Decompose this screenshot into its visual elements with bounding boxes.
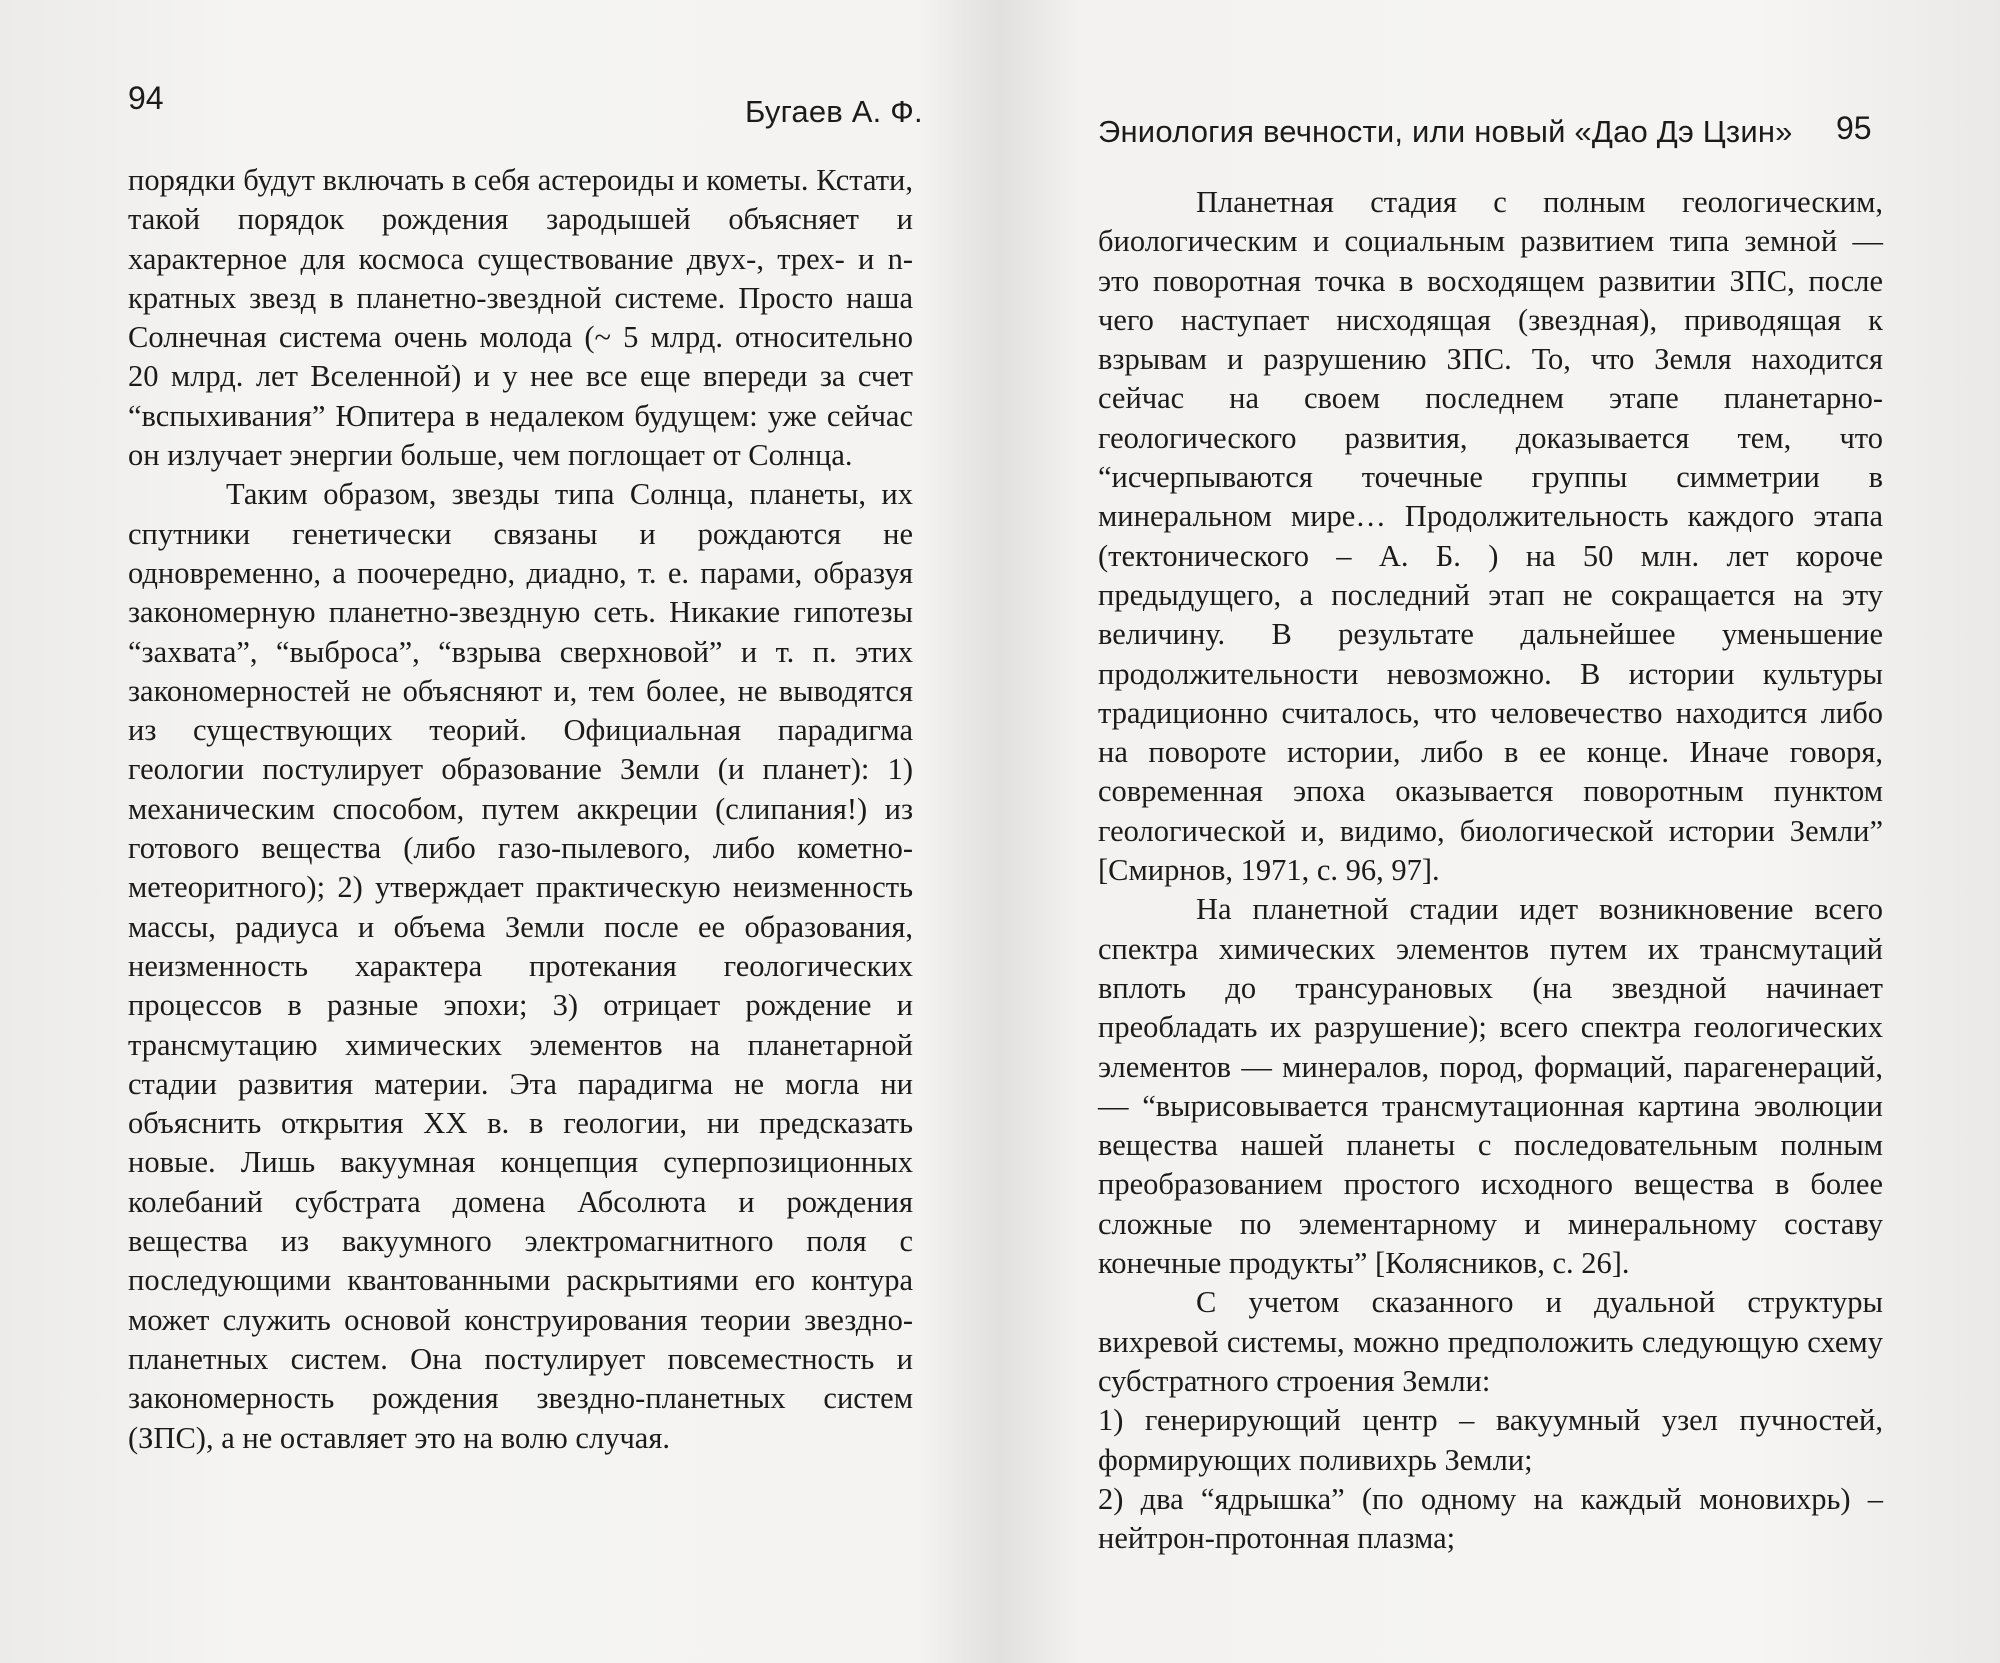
left-body-text: [128, 161, 913, 1458]
right-page: [1000, 0, 2000, 1663]
right-body-text: [1098, 183, 1883, 1558]
list-item: 2) два “ядрышка” (по одному на каждый моновихрь) – нейтрон-протонная плазма;: [1098, 1481, 1883, 1556]
running-head-author: Бугаев А. Ф.: [745, 94, 923, 129]
paragraph: Таким образом, звезды типа Солнца, планеты, их спутники генетически связаны и рождаются не одновременно, а поочередно, диадно, т. е. парами, образуя закономерную планетно-звездную сеть. Никакие гипотезы “захвата”, “выброса”, “взрыва сверхновой” и т. п. этих закономерностей не объясняют и, тем более, не выводятся из существующих теорий. Официальная парадигма геологии постулирует образование Земли (и планет): 1) механическим способом, путем аккреции (слипания!) из готового вещества (либо газо-пылевого, либо кометно-метеоритного); 2) утверждает практическую неизменность массы, радиуса и объема Земли после ее образования, неизменность характера протекания геологических процессов в разные эпохи; 3) отрицает рождение и трансмутацию химических элементов на планетарной стадии развития материи. Эта парадигма не могла ни объяснить открытия XX в. в геологии, ни предсказать новые. Лишь вакуумная концепция суперпозиционных колебаний субстрата домена Абсолюта и рождения вещества из вакуумного электромагнитного поля с последующими квантованными раскрытиями его контура может служить основой конструирования теории звездно-планетных систем. Она постулирует повсеместность и закономерность рождения звездно-планетных систем (ЗПС), а не оставляет это на волю случая.: [128, 477, 913, 1455]
paragraph: порядки будут включать в себя астероиды и кометы. Кстати, такой порядок рождения зародышей объясняет и характерное для космоса существование двух-, трех- и n-кратных звезд в планетно-звездной системе. Просто наша Солнечная система очень молода (~ 5 млрд. относительно 20 млрд. лет Вселенной) и у нее все еще впереди за счет “вспыхивания” Юпитера в недалеком будущем: уже сейчас он излучает энергии больше, чем поглощает от Солнца.: [128, 163, 913, 473]
paragraph: Планетная стадия с полным геологическим, биологическим и социальным развитием типа земной — это поворотная точка в восходящем развитии ЗПС, после чего наступает нисходящая (звездная), приводящая к взрывам и разрушению ЗПС. То, что Земля находится сейчас на своем последнем этапе планетарно-геологического развития, доказывается тем, что “исчерпываются точечные группы симметрии в минеральном мире… Продолжительность каждого этапа (тектонического – А. Б. ) на 50 млн. лет короче предыдущего, а последний этап не сокращается на эту величину. В результате дальнейшее уменьшение продолжительности невозможно. В истории культуры традиционно считалось, что человечество находится либо на повороте истории, либо в ее конце. Иначе говоря, современная эпоха оказывается поворотным пунктом геологической и, видимо, биологической истории Земли” [Смирнов, 1971, с. 96, 97].: [1098, 185, 1883, 888]
page-number: 94: [128, 80, 164, 116]
list-item: 1) генерирующий центр – вакуумный узел пучностей, формирующих поливихрь Земли;: [1098, 1403, 1883, 1477]
paragraph: С учетом сказанного и дуальной структуры вихревой системы, можно предположить следующую схему субстратного строения Земли:: [1098, 1285, 1883, 1398]
running-head-title: Эниология вечности, или новый «Дао Дэ Цзин»: [1098, 114, 1793, 149]
page-number: 95: [1836, 110, 1872, 146]
paragraph: На планетной стадии идет возникновение всего спектра химических элементов путем их трансмутаций вплоть до трансурановых (на звездной начинает преобладать их разрушение); всего спектра геологических элементов — минералов, пород, формаций, парагенераций, — “вырисовывается трансмутационная картина эволюции вещества нашей планеты с последовательным полным преобразованием простого исходного вещества в более сложные по элементарному и минеральному составу конечные продукты” [Колясников, с. 26].: [1098, 892, 1883, 1281]
